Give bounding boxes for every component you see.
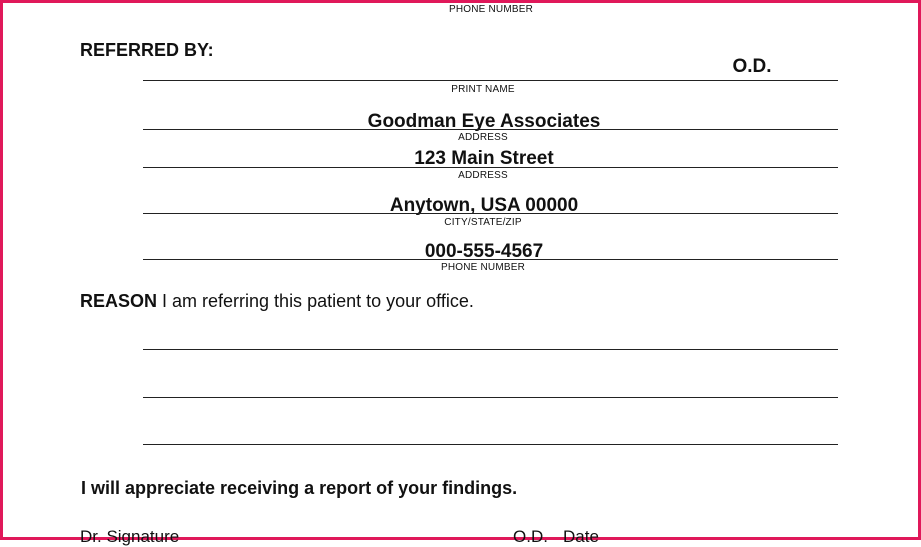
address-2-line[interactable] <box>143 167 838 168</box>
reason-line-2[interactable] <box>143 375 838 398</box>
city-state-zip-line[interactable] <box>143 213 838 214</box>
signature-label: Dr. Signature <box>80 527 180 546</box>
reason-line-3[interactable] <box>143 422 838 445</box>
date-label: Date <box>563 527 599 546</box>
referred-by-heading: REFERRED BY: <box>80 40 214 60</box>
address-2-value: 123 Main Street <box>414 148 554 169</box>
phone-number-value: 000-555-4567 <box>424 241 544 262</box>
top-phone-caption: PHONE NUMBER <box>448 4 534 15</box>
print-name-caption: PRINT NAME <box>451 84 515 95</box>
reason-line-1[interactable] <box>143 327 838 350</box>
phone-number-caption: PHONE NUMBER <box>440 262 526 273</box>
reason-row <box>80 291 474 312</box>
od-suffix: O.D. <box>732 56 772 77</box>
city-state-zip-value: Anytown, USA 00000 <box>389 195 579 216</box>
footer-od-label: O.D. <box>513 527 548 546</box>
city-state-zip-caption: CITY/STATE/ZIP <box>444 217 522 228</box>
address-1-line[interactable] <box>143 129 838 130</box>
address-1-value: Goodman Eye Associates <box>367 111 601 132</box>
address-2-caption: ADDRESS <box>458 170 508 181</box>
phone-number-line[interactable] <box>143 259 838 260</box>
reason-text: I am referring this patient to your office. <box>157 291 474 311</box>
reason-label: REASON <box>80 291 158 311</box>
closing-statement: I will appreciate receiving a report of your findings. <box>81 478 518 498</box>
print-name-line[interactable] <box>143 80 838 81</box>
address-1-caption: ADDRESS <box>458 132 508 143</box>
